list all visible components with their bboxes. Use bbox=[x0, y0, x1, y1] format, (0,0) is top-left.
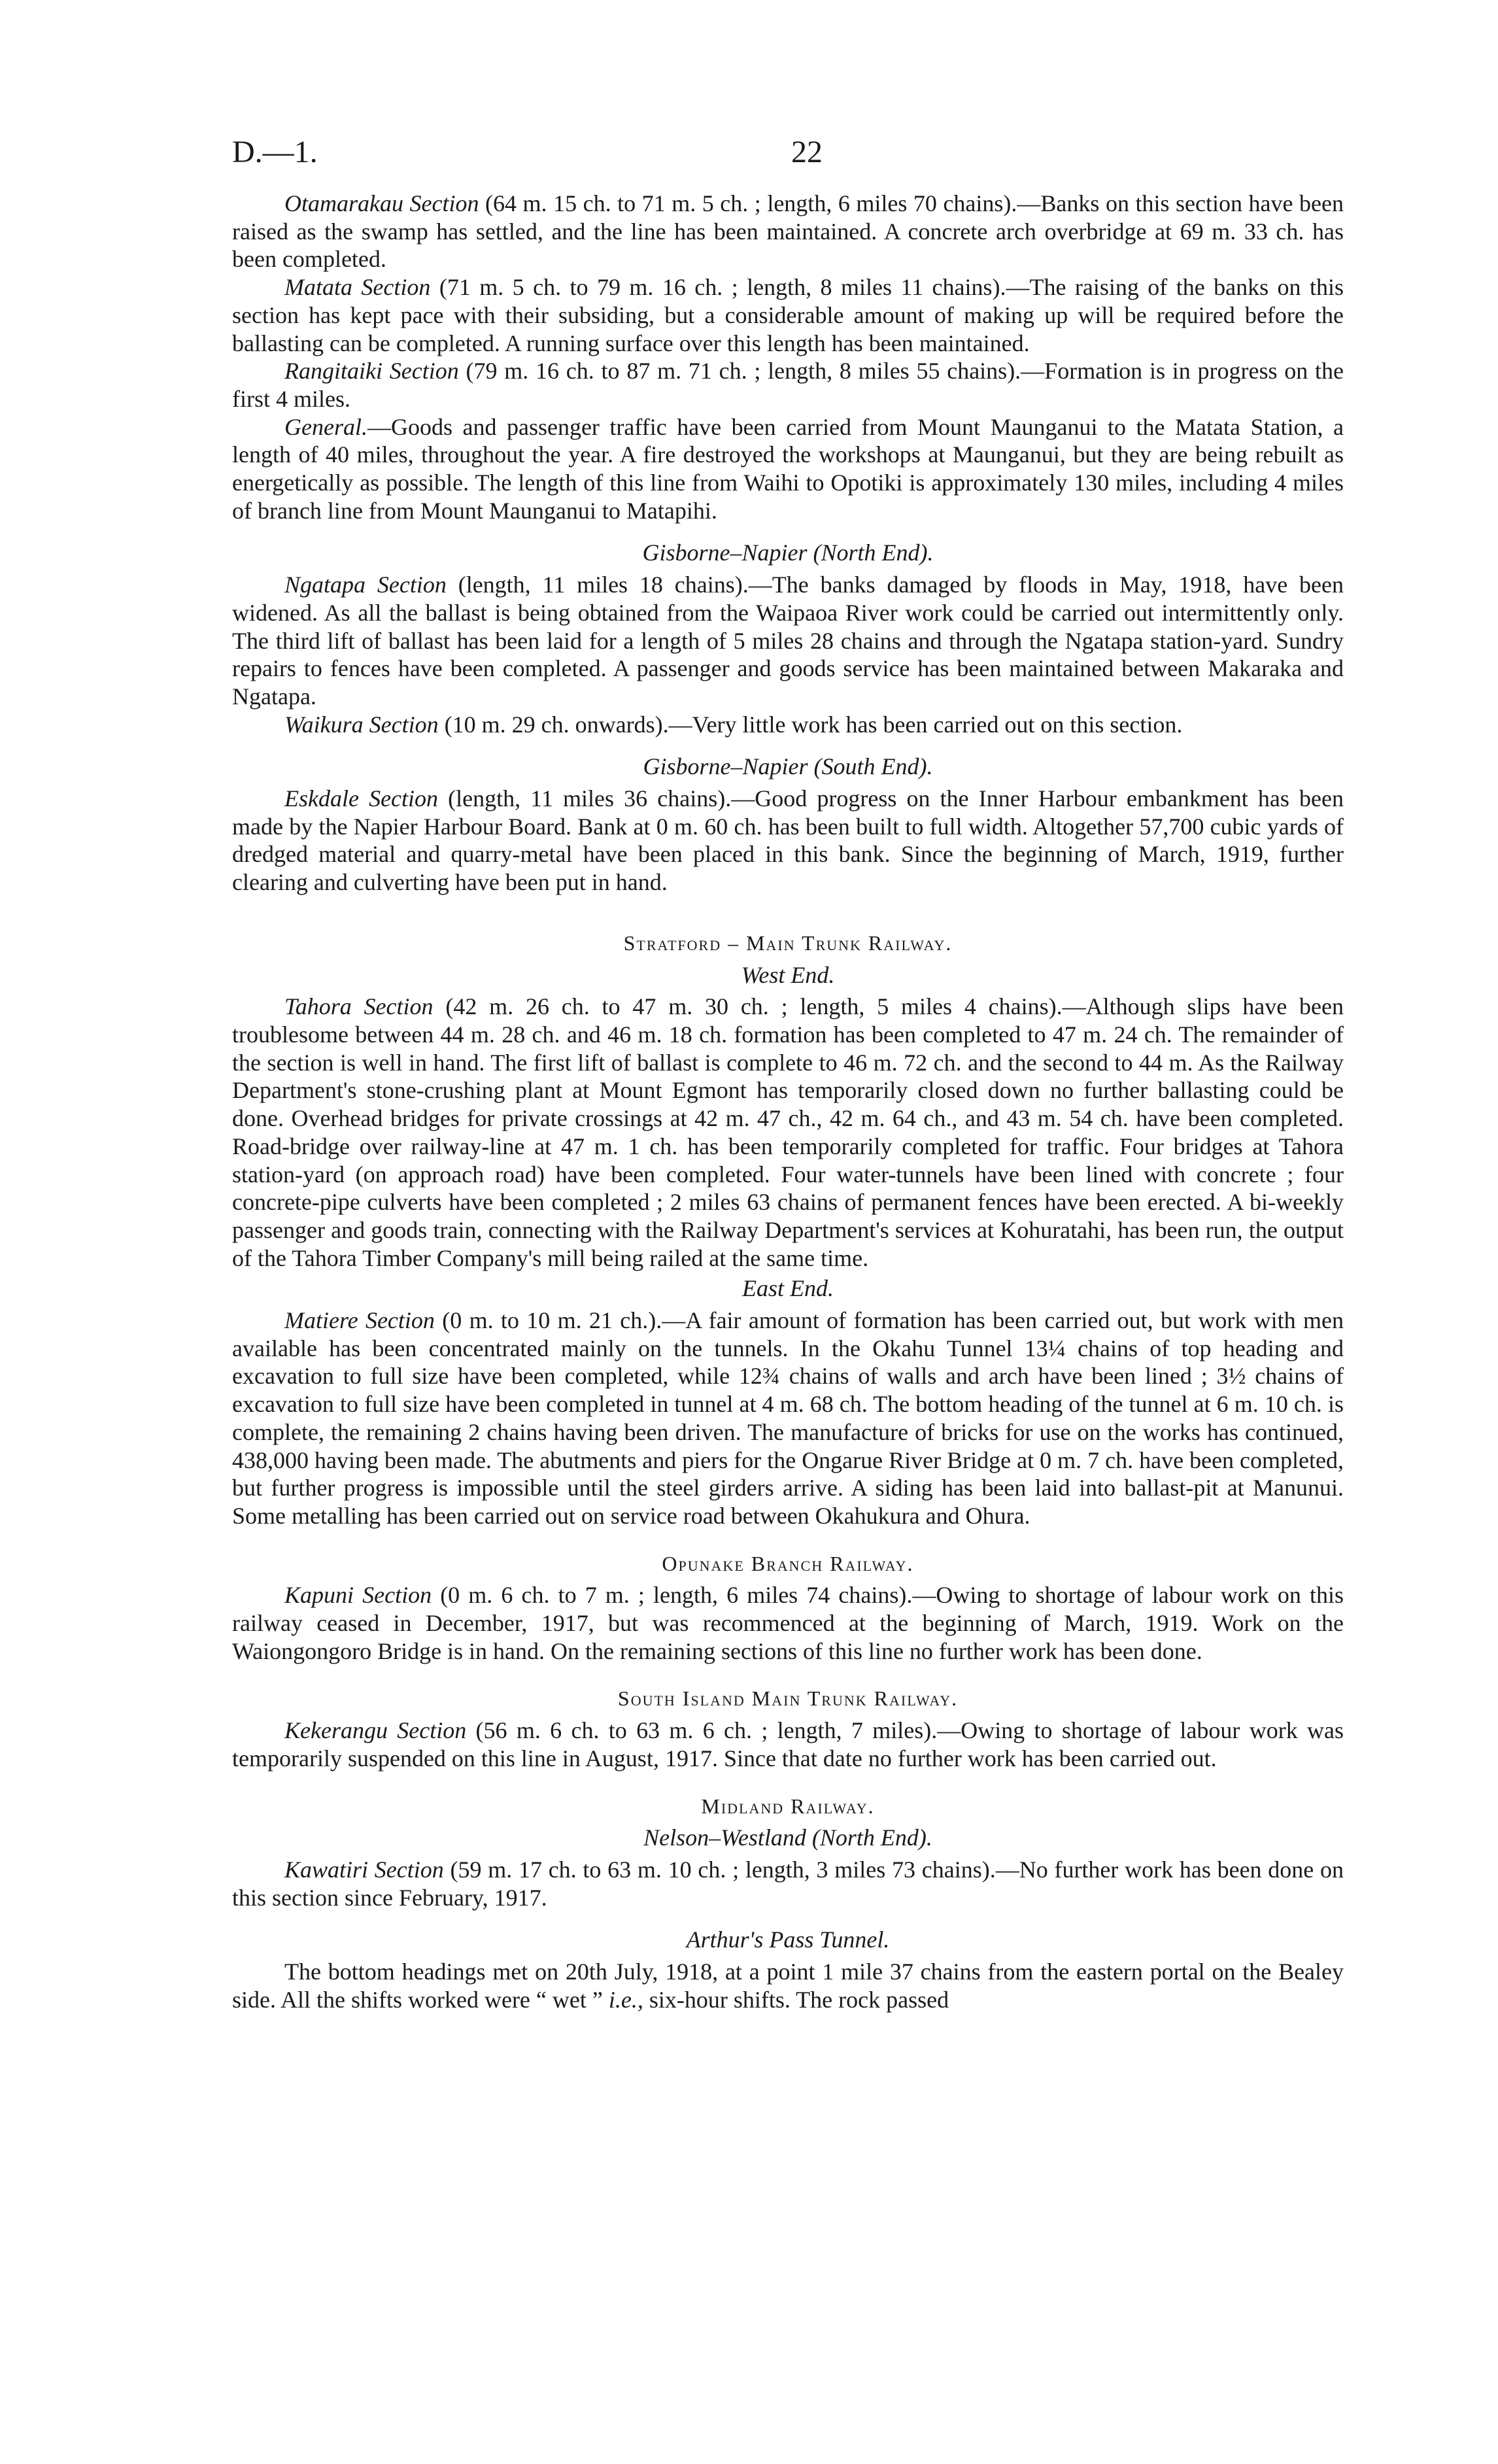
paragraph-matiere bbox=[232, 1307, 1344, 1530]
section-name: Tahora Section bbox=[284, 993, 434, 1020]
section-name: Eskdale Section bbox=[284, 785, 439, 812]
section-name: General. bbox=[284, 413, 367, 440]
paragraph-text: (0 m. to 10 m. 21 ch.).—A fair amount of formation has been carried out, but work with men available has been concentrated mainly on the tunnels. In the Okahu Tunnel 13¼ chains of top heading and excavation to full size have been completed, while 12¾ chains of walls and arch have been lined ; 3½ chains of excavation to full size have been completed in tunnel at 4 m. 68 ch. The bottom heading of the tunnel at 6 m. 10 ch. is complete, the remaining 2 chains having been driven. The manufacture of bricks for use on the works has continued, 438,000 having been made. The abutments and piers for the Ongarue River Bridge at 0 m. 7 ch. have been completed, but further progress is impossible until the steel girders arrive. A siding has been laid into ballast-pit at Manunui. Some metalling has been carried out on service road between Okahukura and Ohura. bbox=[232, 1307, 1344, 1529]
paragraph-kawatiri bbox=[232, 1856, 1344, 1911]
section-name: Kawatiri Section bbox=[284, 1856, 444, 1883]
heading-gisborne-south: Gisborne–Napier (South End). bbox=[643, 753, 933, 780]
paragraph-text: —Goods and passenger traffic have been carried from Mount Maunganui to the Matata Station, a length of 40 miles, throughout the year. A fire destroyed the workshops at Maunganui, but they are being rebuilt as energetically as possible. The length of this line from Waihi to Opotiki is approximately 130 miles, including 4 miles of branch line from Mount Maunganui to Matapihi. bbox=[232, 413, 1344, 524]
heading-opunake-branch: Opunake Branch Railway. bbox=[662, 1551, 914, 1575]
paragraph-text: (79 m. 16 ch. to 87 m. 71 ch. ; length, 8 miles 55 chains).—Formation is in progress on the first 4 miles. bbox=[232, 358, 1344, 412]
paragraph-general bbox=[232, 413, 1344, 525]
paragraph-text: (64 m. 15 ch. to 71 m. 5 ch. ; length, 6 miles 70 chains).—Banks on this section have been raised as the swamp has settled, and the line has been maintained. A concrete arch overbridge at 69 m. 33 ch. has been completed. bbox=[232, 190, 1344, 273]
paragraph-waikura bbox=[232, 711, 1344, 739]
document-id: D.—1. bbox=[232, 135, 318, 169]
paragraph-text: (10 m. 29 ch. onwards).—Very little work has been carried out on this section. bbox=[438, 711, 1183, 738]
heading-east-end: East End. bbox=[742, 1275, 834, 1302]
paragraph-kapuni bbox=[232, 1581, 1344, 1665]
section-name: Rangitaiki Section bbox=[284, 358, 459, 385]
page-header bbox=[232, 134, 1344, 180]
section-name: Kapuni Section bbox=[284, 1582, 432, 1609]
heading-west-end: West End. bbox=[741, 961, 835, 988]
paragraph-text: (length, 11 miles 18 chains).—The banks damaged by floods in May, 1918, have been widened. As all the ballast is being obtained from the Waipaoa River work could be carried out intermittently only. The third lift of ballast has been laid for a length of 5 miles 28 chains and through the Ngatapa station-yard. Sundry repairs to fences have been completed. A passenger and goods service has been maintained between Makaraka and Ngatapa. bbox=[232, 572, 1344, 710]
section-name: Ngatapa Section bbox=[284, 572, 447, 598]
paragraph-text: (56 m. 6 ch. to 63 m. 6 ch. ; length, 7 miles).—Owing to shortage of labour work was temporarily suspended on this line in August, 1917. Since that date no further work has been carried out. bbox=[232, 1717, 1344, 1771]
heading-gisborne-north: Gisborne–Napier (North End). bbox=[642, 539, 934, 566]
paragraph-italic: i.e., bbox=[608, 1986, 643, 2013]
paragraph-text: (length, 11 miles 36 chains).—Good progress on the Inner Harbour embankment has been made by the Napier Harbour Board. Bank at 0 m. 60 ch. has been built to full width. Altogether 57,700 cubic yards of dredged material and quarry-metal have been placed in this bank. Since the beginning of March, 1919, further clearing and culverting have been put in hand. bbox=[232, 785, 1344, 896]
paragraph-matata bbox=[232, 273, 1344, 357]
paragraph-text: six-hour shifts. The rock passed bbox=[643, 1986, 949, 2013]
page-number: 22 bbox=[791, 135, 823, 169]
paragraph-text: (71 m. 5 ch. to 79 m. 16 ch. ; length, 8 miles 11 chains).—The raising of the banks on this section has kept pace with their subsiding, but a considerable amount of making up will be required before the ballasting can be completed. A running surface over this length has been maintained. bbox=[232, 274, 1344, 356]
section-name: Matiere Section bbox=[284, 1307, 435, 1334]
heading-arthurs-pass-tunnel: Arthur's Pass Tunnel. bbox=[686, 1926, 890, 1953]
heading-nelson-westland: Nelson–Westland (North End). bbox=[643, 1824, 932, 1851]
body-text bbox=[232, 190, 1344, 2013]
paragraph-text: (42 m. 26 ch. to 47 m. 30 ch. ; length, 5 miles 4 chains).—Although slips have been troublesome between 44 m. 28 ch. and 46 m. 18 ch. formation has been completed to 47 m. 24 ch. The remainder of the section is well in hand. The first lift of ballast is complete to 46 m. 72 ch. and the second to 44 m. As the Railway Department's stone-crushing plant at Mount Egmont has temporarily closed down no further ballasting could be done. Overhead bridges for private crossings at 42 m. 47 ch., 42 m. 64 ch., and 43 m. 54 ch. have been completed. Road-bridge over railway-line at 47 m. 1 ch. has been temporarily completed for traffic. Four bridges at Tahora station-yard (on approach road) have been completed. Four water-tunnels have been lined with concrete ; four concrete-pipe culverts have been completed ; 2 miles 63 chains of permanent fences have been erected. A bi-weekly passenger and goods train, connecting with the Railway Department's services at Kohuratahi, has been run, the output of the Tahora Timber Company's mill being railed at the same time. bbox=[232, 993, 1344, 1271]
paragraph-text: (59 m. 17 ch. to 63 m. 10 ch. ; length, 3 miles 73 chains).—No further work has been done on this section since February, 1917. bbox=[232, 1856, 1344, 1911]
section-name: Otamarakau Section bbox=[284, 190, 479, 216]
paragraph-otamarakau bbox=[232, 190, 1344, 273]
section-name: Kekerangu Section bbox=[284, 1717, 467, 1744]
paragraph-text: The bottom headings met on 20th July, 1918, at a point 1 mile 37 chains from the eastern portal on the Bealey side. All the shifts worked were “ wet ” bbox=[232, 1959, 1344, 2013]
section-name: Waikura Section bbox=[284, 711, 439, 738]
paragraph-text: (0 m. 6 ch. to 7 m. ; length, 6 miles 74 chains).—Owing to shortage of labour work on this railway ceased in December, 1917, but was recommenced at the beginning of March, 1919. Work on the Waiongongoro Bridge is in hand. On the remaining sections of this line no further work has been done. bbox=[232, 1582, 1344, 1664]
section-name: Matata Section bbox=[284, 274, 431, 301]
heading-stratford-main-trunk: Stratford – Main Trunk Railway. bbox=[623, 931, 953, 955]
heading-midland-railway: Midland Railway. bbox=[701, 1794, 875, 1818]
paragraph-tahora bbox=[232, 993, 1344, 1272]
heading-south-island-main-trunk: South Island Main Trunk Railway. bbox=[617, 1686, 959, 1711]
paragraph-kekerangu bbox=[232, 1717, 1344, 1772]
paragraph-rangitaiki bbox=[232, 357, 1344, 413]
paragraph-ngatapa bbox=[232, 571, 1344, 711]
paragraph-eskdale bbox=[232, 785, 1344, 897]
paragraph-arthurs-pass bbox=[232, 1958, 1344, 2013]
